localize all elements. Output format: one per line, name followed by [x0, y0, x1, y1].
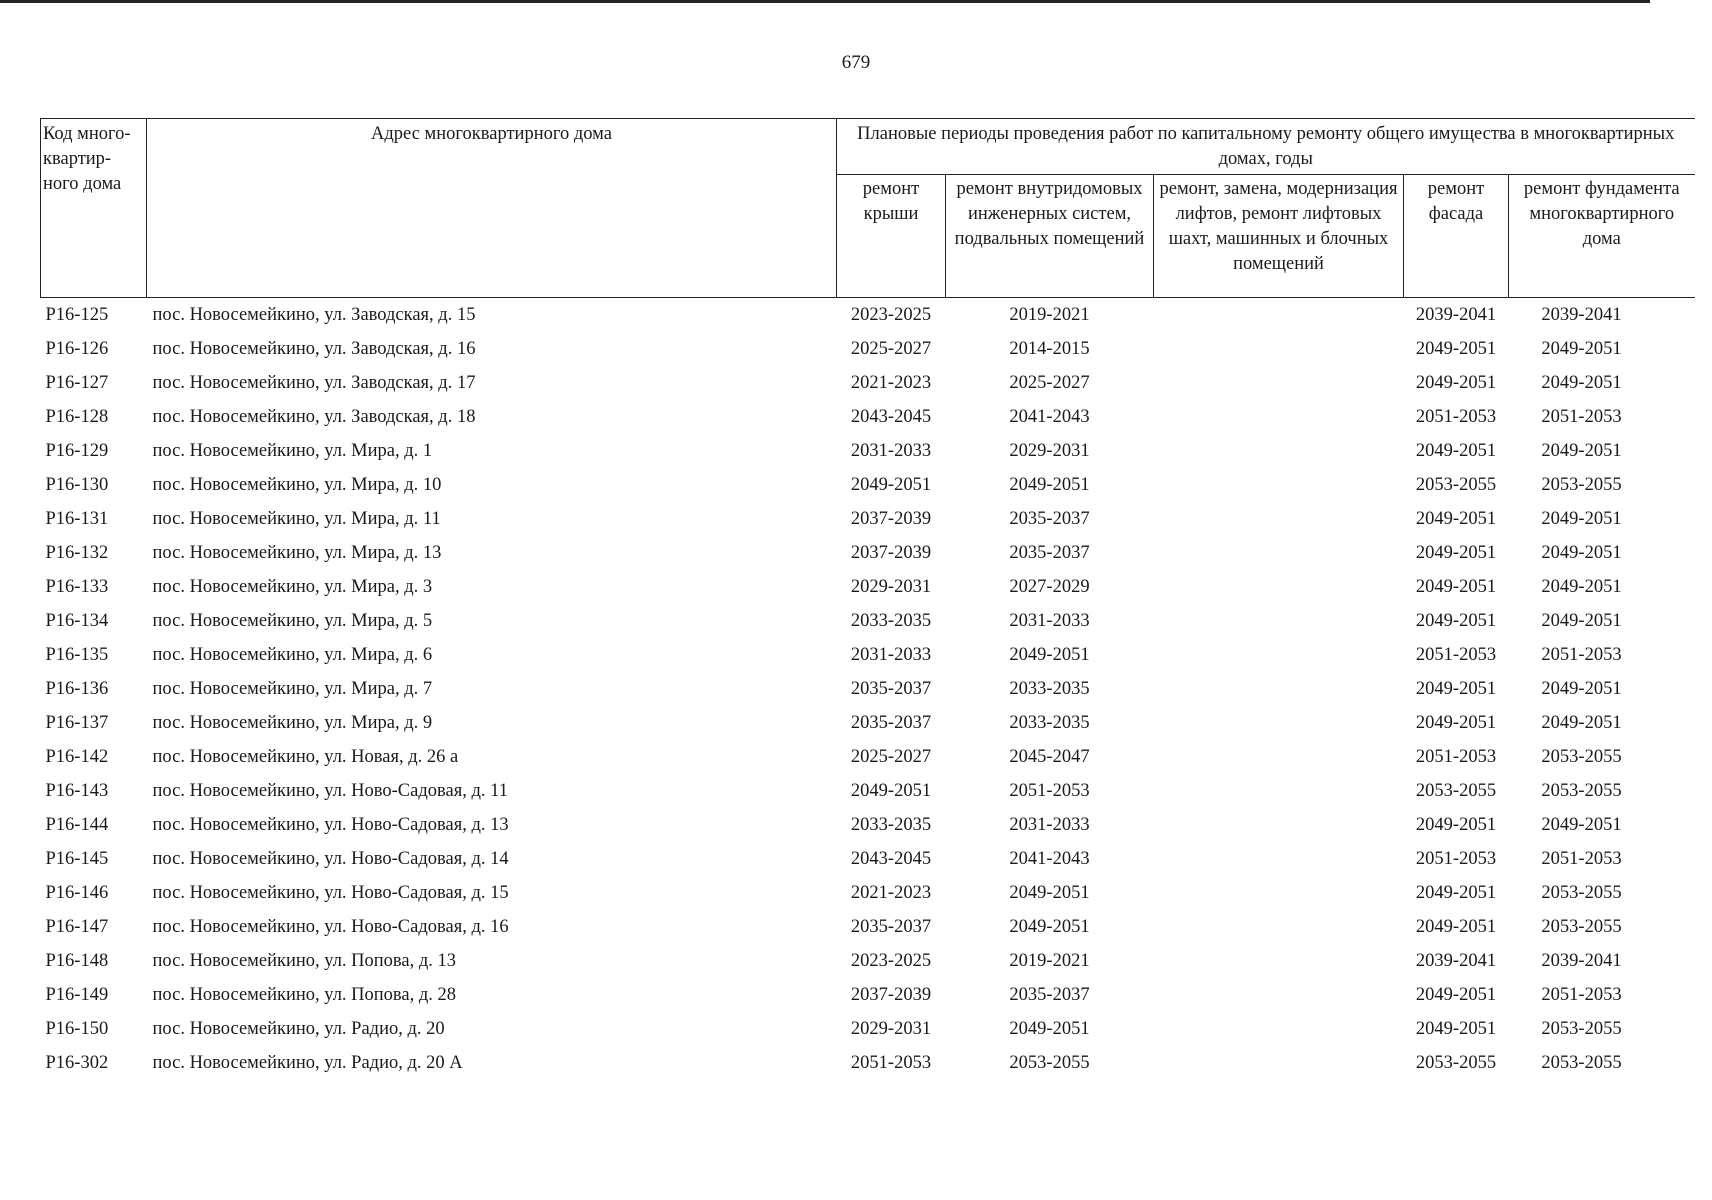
cell-foundation: 2053-2055: [1541, 917, 1622, 937]
cell-engineering: 2053-2055: [1009, 1053, 1090, 1073]
cell-address: пос. Новосемейкино, ул. Радио, д. 20: [152, 1019, 445, 1039]
table-row: [41, 604, 1695, 638]
table-row: [41, 298, 1695, 333]
cell-address: пос. Новосемейкино, ул. Мира, д. 13: [152, 543, 442, 563]
cell-foundation: 2049-2051: [1541, 509, 1622, 529]
cell-facade: 2049-2051: [1415, 543, 1497, 563]
cell-foundation: 2049-2051: [1541, 611, 1622, 631]
table-row: [41, 1046, 1695, 1080]
cell-facade: 2049-2051: [1415, 815, 1497, 835]
cell-facade: 2049-2051: [1415, 883, 1497, 903]
table-row: [41, 434, 1695, 468]
cell-facade: 2051-2053: [1415, 407, 1497, 427]
cell-foundation: 2053-2055: [1541, 475, 1622, 495]
cell-roof: 2037-2039: [850, 985, 932, 1005]
cell-address: пос. Новосемейкино, ул. Мира, д. 3: [152, 577, 433, 597]
cell-code: P16-149: [45, 985, 109, 1005]
cell-facade: 2049-2051: [1415, 611, 1497, 631]
cell-lifts: [1154, 400, 1404, 434]
cell-address: пос. Новосемейкино, ул. Мира, д. 1: [152, 441, 433, 461]
cell-lifts: [1154, 332, 1404, 366]
cell-address: пос. Новосемейкино, ул. Заводская, д. 16: [152, 339, 476, 359]
header-foundation: ремонт фундамента многоквартирного дома: [1509, 175, 1695, 298]
header-address: Адрес многоквартирного дома: [147, 119, 837, 298]
cell-engineering: 2031-2033: [1009, 611, 1090, 631]
cell-foundation: 2049-2051: [1541, 441, 1622, 461]
cell-roof: 2043-2045: [850, 849, 932, 869]
cell-lifts: [1154, 672, 1404, 706]
cell-facade: 2049-2051: [1415, 917, 1497, 937]
cell-code: P16-128: [45, 407, 109, 427]
cell-roof: 2029-2031: [850, 577, 932, 597]
cell-foundation: 2051-2053: [1541, 645, 1622, 665]
header-lifts: ремонт, замена, модернизация лифтов, ремонт лифтовых шахт, машинных и блочных помещений: [1154, 175, 1404, 298]
cell-address: пос. Новосемейкино, ул. Попова, д. 28: [152, 985, 457, 1005]
cell-lifts: [1154, 774, 1404, 808]
cell-lifts: [1154, 842, 1404, 876]
page-number: 679: [841, 52, 871, 73]
cell-code: P16-125: [45, 305, 109, 325]
table-row: [41, 706, 1695, 740]
cell-foundation: 2049-2051: [1541, 815, 1622, 835]
cell-address: пос. Новосемейкино, ул. Ново-Садовая, д. 13: [152, 815, 509, 835]
cell-engineering: 2045-2047: [1009, 747, 1090, 767]
cell-address: пос. Новосемейкино, ул. Мира, д. 7: [152, 679, 433, 699]
cell-code: P16-133: [45, 577, 109, 597]
table-body: [41, 298, 1695, 1081]
cell-engineering: 2049-2051: [1009, 1019, 1090, 1039]
cell-lifts: [1154, 468, 1404, 502]
cell-code: P16-146: [45, 883, 109, 903]
cell-foundation: 2053-2055: [1541, 747, 1622, 767]
cell-code: P16-144: [45, 815, 109, 835]
cell-roof: 2033-2035: [850, 611, 932, 631]
table-row: [41, 944, 1695, 978]
cell-address: пос. Новосемейкино, ул. Мира, д. 9: [152, 713, 433, 733]
cell-roof: 2031-2033: [850, 441, 932, 461]
cell-foundation: 2051-2053: [1541, 985, 1622, 1005]
cell-facade: 2053-2055: [1415, 1053, 1497, 1073]
cell-engineering: 2035-2037: [1009, 509, 1090, 529]
cell-lifts: [1154, 366, 1404, 400]
cell-address: пос. Новосемейкино, ул. Мира, д. 5: [152, 611, 433, 631]
cell-roof: 2043-2045: [850, 407, 932, 427]
cell-roof: 2051-2053: [850, 1053, 932, 1073]
cell-roof: 2033-2035: [850, 815, 932, 835]
table-row: [41, 842, 1695, 876]
cell-roof: 2049-2051: [850, 781, 932, 801]
cell-address: пос. Новосемейкино, ул. Мира, д. 6: [152, 645, 433, 665]
top-rule: [0, 0, 1650, 3]
cell-code: P16-143: [45, 781, 109, 801]
cell-facade: 2049-2051: [1415, 679, 1497, 699]
cell-code: P16-142: [45, 747, 109, 767]
cell-engineering: 2035-2037: [1009, 985, 1090, 1005]
cell-address: пос. Новосемейкино, ул. Ново-Садовая, д. 11: [152, 781, 508, 801]
cell-address: пос. Новосемейкино, ул. Ново-Садовая, д. 14: [152, 849, 509, 869]
cell-code: P16-129: [45, 441, 109, 461]
cell-foundation: 2049-2051: [1541, 679, 1622, 699]
cell-foundation: 2053-2055: [1541, 1019, 1622, 1039]
cell-foundation: 2051-2053: [1541, 407, 1622, 427]
cell-roof: 2023-2025: [850, 951, 932, 971]
cell-roof: 2021-2023: [850, 883, 932, 903]
cell-code: P16-134: [45, 611, 109, 631]
table-row: [41, 978, 1695, 1012]
cell-facade: 2039-2041: [1415, 305, 1497, 325]
cell-code: P16-145: [45, 849, 109, 869]
cell-facade: 2051-2053: [1415, 645, 1497, 665]
cell-lifts: [1154, 1012, 1404, 1046]
table-row: [41, 638, 1695, 672]
cell-roof: 2031-2033: [850, 645, 932, 665]
cell-engineering: 2049-2051: [1009, 883, 1090, 903]
table-row: [41, 808, 1695, 842]
table-header: [41, 119, 1695, 298]
table-row: [41, 468, 1695, 502]
cell-roof: 2035-2037: [850, 917, 932, 937]
cell-lifts: [1154, 1046, 1404, 1080]
cell-lifts: [1154, 740, 1404, 774]
cell-engineering: 2025-2027: [1009, 373, 1090, 393]
cell-roof: 2049-2051: [850, 475, 932, 495]
cell-roof: 2023-2025: [850, 305, 932, 325]
cell-address: пос. Новосемейкино, ул. Ново-Садовая, д. 15: [152, 883, 509, 903]
cell-facade: 2049-2051: [1415, 577, 1497, 597]
cell-engineering: 2014-2015: [1009, 339, 1090, 359]
cell-foundation: 2049-2051: [1541, 373, 1622, 393]
table-row: [41, 366, 1695, 400]
cell-facade: 2039-2041: [1415, 951, 1497, 971]
cell-lifts: [1154, 978, 1404, 1012]
cell-engineering: 2031-2033: [1009, 815, 1090, 835]
cell-lifts: [1154, 944, 1404, 978]
cell-lifts: [1154, 536, 1404, 570]
cell-code: P16-302: [45, 1053, 109, 1073]
cell-roof: 2037-2039: [850, 509, 932, 529]
table-row: [41, 502, 1695, 536]
cell-code: P16-148: [45, 951, 109, 971]
cell-lifts: [1154, 910, 1404, 944]
cell-address: пос. Новосемейкино, ул. Новая, д. 26 а: [152, 747, 459, 767]
cell-facade: 2053-2055: [1415, 781, 1497, 801]
cell-facade: 2049-2051: [1415, 509, 1497, 529]
cell-address: пос. Новосемейкино, ул. Ново-Садовая, д. 16: [152, 917, 509, 937]
cell-engineering: 2035-2037: [1009, 543, 1090, 563]
table-row: [41, 774, 1695, 808]
cell-lifts: [1154, 570, 1404, 604]
table-row: [41, 536, 1695, 570]
cell-engineering: 2019-2021: [1009, 951, 1090, 971]
cell-code: P16-137: [45, 713, 109, 733]
cell-foundation: 2049-2051: [1541, 577, 1622, 597]
cell-foundation: 2039-2041: [1541, 305, 1622, 325]
cell-code: P16-131: [45, 509, 109, 529]
cell-engineering: 2033-2035: [1009, 679, 1090, 699]
cell-foundation: 2049-2051: [1541, 713, 1622, 733]
table-row: [41, 1012, 1695, 1046]
cell-lifts: [1154, 808, 1404, 842]
cell-address: пос. Новосемейкино, ул. Заводская, д. 17: [152, 373, 476, 393]
cell-lifts: [1154, 298, 1404, 333]
cell-roof: 2035-2037: [850, 713, 932, 733]
header-roof: ремонт крыши: [837, 175, 946, 298]
header-code: Код много-квартир-ного дома: [41, 119, 147, 298]
cell-lifts: [1154, 434, 1404, 468]
cell-facade: 2049-2051: [1415, 713, 1497, 733]
cell-roof: 2035-2037: [850, 679, 932, 699]
cell-engineering: 2041-2043: [1009, 849, 1090, 869]
header-engineering: ремонт внутридомовых инженерных систем, подвальных помещений: [946, 175, 1154, 298]
cell-roof: 2021-2023: [850, 373, 932, 393]
cell-roof: 2029-2031: [850, 1019, 932, 1039]
cell-address: пос. Новосемейкино, ул. Заводская, д. 15: [152, 305, 476, 325]
cell-engineering: 2033-2035: [1009, 713, 1090, 733]
cell-engineering: 2049-2051: [1009, 475, 1090, 495]
cell-facade: 2049-2051: [1415, 985, 1497, 1005]
cell-lifts: [1154, 502, 1404, 536]
table-row: [41, 876, 1695, 910]
cell-address: пос. Новосемейкино, ул. Мира, д. 10: [152, 475, 442, 495]
table-row: [41, 910, 1695, 944]
cell-facade: 2051-2053: [1415, 747, 1497, 767]
cell-lifts: [1154, 706, 1404, 740]
cell-code: P16-127: [45, 373, 109, 393]
cell-engineering: 2049-2051: [1009, 645, 1090, 665]
cell-roof: 2025-2027: [850, 339, 932, 359]
capital-repair-table: [40, 118, 1695, 1080]
cell-facade: 2053-2055: [1415, 475, 1497, 495]
cell-address: пос. Новосемейкино, ул. Заводская, д. 18: [152, 407, 476, 427]
cell-address: пос. Новосемейкино, ул. Мира, д. 11: [152, 509, 441, 529]
cell-lifts: [1154, 638, 1404, 672]
cell-address: пос. Новосемейкино, ул. Попова, д. 13: [152, 951, 457, 971]
header-planned-periods: Плановые периоды проведения работ по капитальному ремонту общего имущества в многоквартирных домах, годы: [837, 119, 1695, 175]
cell-facade: 2049-2051: [1415, 441, 1497, 461]
cell-foundation: 2039-2041: [1541, 951, 1622, 971]
cell-engineering: 2051-2053: [1009, 781, 1090, 801]
cell-code: P16-150: [45, 1019, 109, 1039]
cell-lifts: [1154, 876, 1404, 910]
cell-engineering: 2029-2031: [1009, 441, 1090, 461]
table-row: [41, 740, 1695, 774]
cell-foundation: 2049-2051: [1541, 543, 1622, 563]
cell-foundation: 2049-2051: [1541, 339, 1622, 359]
cell-facade: 2051-2053: [1415, 849, 1497, 869]
cell-code: P16-147: [45, 917, 109, 937]
cell-code: P16-126: [45, 339, 109, 359]
cell-roof: 2037-2039: [850, 543, 932, 563]
cell-lifts: [1154, 604, 1404, 638]
cell-code: P16-130: [45, 475, 109, 495]
cell-code: P16-132: [45, 543, 109, 563]
cell-code: P16-135: [45, 645, 109, 665]
table-row: [41, 672, 1695, 706]
header-facade: ремонт фасада: [1404, 175, 1509, 298]
table-row: [41, 400, 1695, 434]
cell-address: пос. Новосемейкино, ул. Радио, д. 20 А: [152, 1053, 463, 1073]
cell-facade: 2049-2051: [1415, 1019, 1497, 1039]
cell-code: P16-136: [45, 679, 109, 699]
cell-foundation: 2053-2055: [1541, 781, 1622, 801]
cell-engineering: 2041-2043: [1009, 407, 1090, 427]
cell-facade: 2049-2051: [1415, 373, 1497, 393]
cell-engineering: 2027-2029: [1009, 577, 1090, 597]
cell-foundation: 2053-2055: [1541, 883, 1622, 903]
cell-engineering: 2019-2021: [1009, 305, 1090, 325]
cell-foundation: 2051-2053: [1541, 849, 1622, 869]
cell-engineering: 2049-2051: [1009, 917, 1090, 937]
cell-foundation: 2053-2055: [1541, 1053, 1622, 1073]
table-row: [41, 570, 1695, 604]
cell-roof: 2025-2027: [850, 747, 932, 767]
cell-facade: 2049-2051: [1415, 339, 1497, 359]
table-row: [41, 332, 1695, 366]
